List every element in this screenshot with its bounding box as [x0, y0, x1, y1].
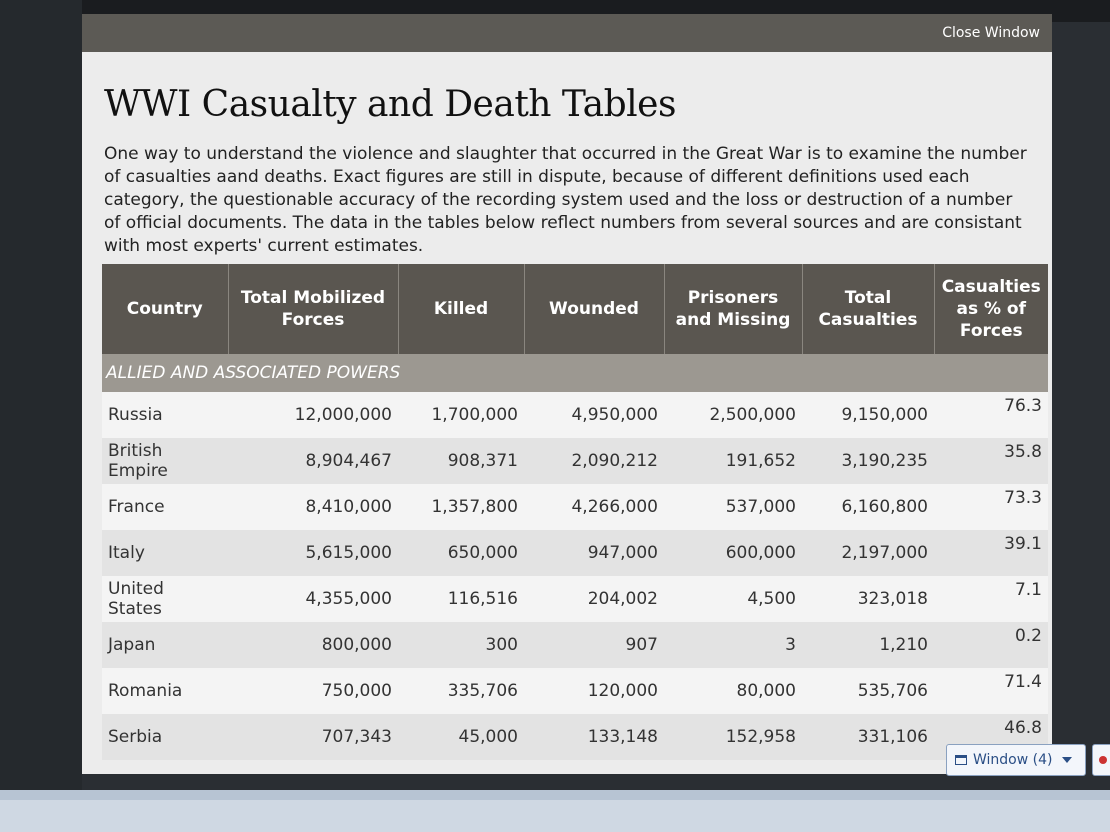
casualty-table [102, 264, 1048, 760]
col-header-killed: Killed [398, 264, 524, 354]
cell-wounded: 4,950,000 [524, 392, 664, 438]
section-row [102, 354, 1048, 392]
cell-wounded: 907 [524, 622, 664, 668]
page-title: WWI Casualty and Death Tables [104, 84, 676, 125]
cell-country: France [102, 484, 228, 530]
window-switcher-label: Window (4) [973, 752, 1053, 768]
cell-total: 9,150,000 [802, 392, 934, 438]
cell-prisoners: 2,500,000 [664, 392, 802, 438]
cell-percent: 39.1 [934, 530, 1048, 576]
col-header-wounded: Wounded [524, 264, 664, 354]
cell-killed: 650,000 [398, 530, 524, 576]
col-header-mobilized: Total Mobilized Forces [228, 264, 398, 354]
popup-header [82, 14, 1052, 52]
chevron-down-icon [1062, 757, 1072, 763]
cell-percent: 35.8 [934, 438, 1048, 484]
cell-total: 331,106 [802, 714, 934, 760]
cell-total: 2,197,000 [802, 530, 934, 576]
intro-paragraph: One way to understand the violence and slaughter that occurred in the Great War is to examine the number of casualties aand deaths. Exact figures are still in dispute, because of different definitions used each category, the questionable accuracy of the recording system used and the loss or destruction of a number of official documents. The data in the tables below reflect numbers from several sources and are consistant with most experts' current estimates. [104, 144, 1027, 256]
cell-prisoners: 4,500 [664, 576, 802, 622]
cell-killed: 1,700,000 [398, 392, 524, 438]
cell-wounded: 2,090,212 [524, 438, 664, 484]
table-row [102, 714, 1048, 760]
cell-wounded: 120,000 [524, 668, 664, 714]
cell-wounded: 4,266,000 [524, 484, 664, 530]
taskbar-extra-button[interactable] [1092, 744, 1110, 776]
cell-mobilized: 8,904,467 [228, 438, 398, 484]
col-header-percent: Casualties as % of Forces [934, 264, 1048, 354]
cell-killed: 335,706 [398, 668, 524, 714]
cell-killed: 45,000 [398, 714, 524, 760]
cell-total: 3,190,235 [802, 438, 934, 484]
cell-mobilized: 4,355,000 [228, 576, 398, 622]
cell-percent: 7.1 [934, 576, 1048, 622]
cell-total: 1,210 [802, 622, 934, 668]
close-window-button[interactable]: Close Window [942, 25, 1040, 41]
cell-country: Romania [102, 668, 228, 714]
cell-total: 535,706 [802, 668, 934, 714]
monitor-bezel-left [0, 0, 82, 832]
cell-wounded: 133,148 [524, 714, 664, 760]
cell-country: Italy [102, 530, 228, 576]
section-label: ALLIED AND ASSOCIATED POWERS [102, 354, 1048, 392]
cell-prisoners: 600,000 [664, 530, 802, 576]
cell-mobilized: 8,410,000 [228, 484, 398, 530]
cell-country: United States [102, 576, 228, 622]
cell-country: Serbia [102, 714, 228, 760]
cell-wounded: 947,000 [524, 530, 664, 576]
cell-prisoners: 3 [664, 622, 802, 668]
cell-prisoners: 80,000 [664, 668, 802, 714]
window-switcher-button[interactable] [946, 744, 1086, 776]
cell-percent: 46.8 [934, 714, 1048, 760]
col-header-total-casualties: Total Casualties [802, 264, 934, 354]
status-dot-icon [1099, 756, 1107, 764]
cell-mobilized: 707,343 [228, 714, 398, 760]
popup-window [82, 14, 1052, 774]
cell-percent: 76.3 [934, 392, 1048, 438]
cell-mobilized: 12,000,000 [228, 392, 398, 438]
cell-killed: 1,357,800 [398, 484, 524, 530]
cell-wounded: 204,002 [524, 576, 664, 622]
cell-prisoners: 152,958 [664, 714, 802, 760]
cell-mobilized: 5,615,000 [228, 530, 398, 576]
table-row [102, 438, 1048, 484]
table-header-row [102, 264, 1048, 354]
table-row [102, 484, 1048, 530]
col-header-prisoners: Prisoners and Missing [664, 264, 802, 354]
table-row [102, 392, 1048, 438]
cell-country: Japan [102, 622, 228, 668]
taskbar [0, 800, 1110, 832]
cell-total: 6,160,800 [802, 484, 934, 530]
popup-content [82, 52, 1052, 760]
cell-country: Russia [102, 392, 228, 438]
cell-prisoners: 537,000 [664, 484, 802, 530]
cell-total: 323,018 [802, 576, 934, 622]
table-row [102, 622, 1048, 668]
cell-killed: 300 [398, 622, 524, 668]
cell-mobilized: 750,000 [228, 668, 398, 714]
taskbar-edge [0, 790, 1110, 800]
cell-mobilized: 800,000 [228, 622, 398, 668]
cell-killed: 116,516 [398, 576, 524, 622]
table-row [102, 576, 1048, 622]
cell-prisoners: 191,652 [664, 438, 802, 484]
table-row [102, 668, 1048, 714]
window-icon [955, 755, 967, 765]
cell-percent: 73.3 [934, 484, 1048, 530]
cell-killed: 908,371 [398, 438, 524, 484]
cell-percent: 0.2 [934, 622, 1048, 668]
col-header-country: Country [102, 264, 228, 354]
table-row [102, 530, 1048, 576]
cell-country: British Empire [102, 438, 228, 484]
cell-percent: 71.4 [934, 668, 1048, 714]
